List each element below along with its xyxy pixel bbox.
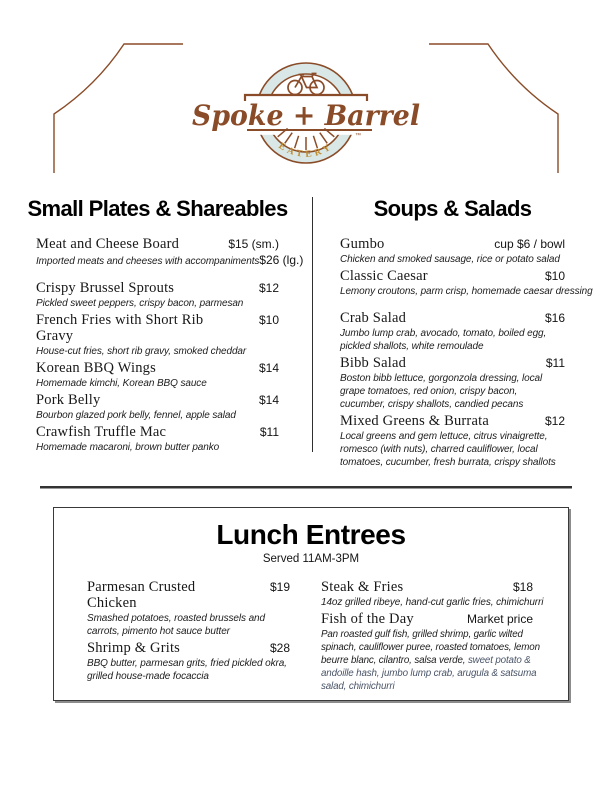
menu-item bbox=[340, 310, 565, 353]
item-price: $12 bbox=[544, 414, 565, 428]
item-price: $28 bbox=[269, 641, 290, 655]
logo-wordmark: Spoke + Barrel bbox=[192, 99, 420, 132]
item-price: $16 bbox=[544, 311, 565, 325]
item-desc: Smashed potatoes, roasted brussels and carrots, pimento hot sauce butter bbox=[87, 613, 265, 637]
item-desc bbox=[321, 628, 557, 693]
item-price: $19 bbox=[269, 580, 290, 594]
item-name: Pork Belly bbox=[36, 392, 101, 408]
item-desc: Imported meats and cheeses with accompaniments bbox=[36, 256, 260, 267]
item-price: $18 bbox=[512, 580, 533, 594]
lunch-subtitle: Served 11AM-3PM bbox=[262, 553, 360, 565]
menu-item bbox=[340, 236, 565, 266]
item-price: $10 bbox=[544, 269, 565, 283]
trademark-symbol: ™ bbox=[355, 133, 361, 139]
column-divider bbox=[312, 197, 313, 452]
item-name: Bibb Salad bbox=[340, 355, 407, 371]
item-desc: BBQ butter, parmesan grits, fried pickled okra, grilled house-made focaccia bbox=[87, 658, 287, 682]
item-desc-accent: sweet potato & andoille hash, jumbo lump crab, arugula & satsuma salad, chimichurri bbox=[321, 655, 537, 692]
item-name: Steak & Fries bbox=[321, 579, 404, 595]
menu-item bbox=[340, 355, 565, 411]
logo-tagline: EATERY bbox=[276, 141, 336, 160]
item-desc: Homemade kimchi, Korean BBQ sauce bbox=[36, 378, 207, 389]
item-name: Parmesan Crusted Chicken bbox=[87, 579, 196, 611]
item-price: $10 bbox=[258, 313, 279, 327]
item-price-2: $26 (lg.) bbox=[259, 253, 304, 267]
item-desc: Boston bibb lettuce, gorgonzola dressing, local grape tomatoes, red onion, crispy bacon, cucumber, crispy shallots, candied pecans bbox=[340, 373, 543, 410]
menu-item bbox=[87, 579, 290, 638]
menu-item bbox=[321, 611, 540, 693]
lunch-title: Lunch Entrees bbox=[216, 519, 406, 550]
item-name: Crab Salad bbox=[340, 310, 407, 326]
section-title: Soups & Salads bbox=[373, 196, 532, 221]
section-small-plates bbox=[27, 196, 304, 456]
menu-item bbox=[36, 392, 279, 422]
item-price: Market price bbox=[466, 612, 533, 626]
item-name: Mixed Greens & Burrata bbox=[340, 413, 489, 429]
menu-item bbox=[321, 579, 544, 609]
item-desc: Pickled sweet peppers, crispy bacon, parmesan bbox=[36, 298, 244, 309]
item-desc: Homemade macaroni, brown butter panko bbox=[36, 442, 220, 453]
item-desc: Bourbon glazed pork belly, fennel, apple salad bbox=[36, 410, 236, 421]
item-name: Meat and Cheese Board bbox=[36, 236, 180, 252]
menu-item bbox=[36, 360, 279, 390]
menu-item bbox=[340, 413, 565, 469]
item-desc: Chicken and smoked sausage, rice or potato salad bbox=[340, 254, 560, 265]
item-name: Crawfish Truffle Mac bbox=[36, 424, 167, 440]
menu-item bbox=[340, 268, 593, 298]
item-name: Classic Caesar bbox=[340, 268, 428, 284]
item-price: $11 bbox=[545, 356, 565, 370]
item-desc: Jumbo lump crab, avocado, tomato, boiled egg, pickled shallots, white remoulade bbox=[340, 328, 547, 352]
item-price: cup $6 / bowl bbox=[494, 237, 565, 251]
menu-item bbox=[36, 236, 304, 268]
section-title: Small Plates & Shareables bbox=[27, 196, 288, 221]
item-price: $11 bbox=[259, 425, 279, 439]
item-desc-main: Pan roasted gulf fish, grilled shrimp, garlic wilted spinach, cauliflower puree, roasted tomatoes, lemon beurre blanc, cilantro, salsa verde, bbox=[321, 629, 540, 666]
section-soups-salads bbox=[340, 196, 593, 471]
item-name: Fish of the Day bbox=[321, 611, 414, 627]
menu-item bbox=[36, 280, 279, 310]
logo bbox=[186, 51, 426, 173]
item-name: Korean BBQ Wings bbox=[36, 360, 156, 376]
lunch-left-column bbox=[87, 579, 290, 685]
item-desc: Local greens and gem lettuce, citrus vinaigrette, romesco (with nuts), charred cauliflower, local tomatoes, cucumber, fresh burrata, crispy shallots bbox=[340, 431, 556, 468]
item-desc: House-cut fries, short rib gravy, smoked cheddar bbox=[36, 346, 247, 357]
item-name: Crispy Brussel Sprouts bbox=[36, 280, 175, 296]
lunch-right-column bbox=[321, 579, 544, 695]
item-price: $12 bbox=[258, 281, 279, 295]
item-price: $14 bbox=[258, 361, 279, 375]
item-name: Shrimp & Grits bbox=[87, 640, 181, 656]
lunch-entrees-box bbox=[53, 507, 569, 701]
menu-item bbox=[36, 312, 279, 358]
item-desc: Lemony croutons, parm crisp, homemade caesar dressing bbox=[340, 286, 593, 297]
item-price: $15 (sm.) bbox=[228, 237, 279, 251]
menu-item bbox=[87, 640, 290, 683]
item-desc: 14oz grilled ribeye, hand-cut garlic fries, chimichurri bbox=[321, 597, 544, 608]
horizontal-rule bbox=[40, 486, 572, 489]
item-name: French Fries with Short Rib Gravy bbox=[36, 312, 204, 344]
item-price: $14 bbox=[258, 393, 279, 407]
item-name: Gumbo bbox=[340, 236, 385, 252]
menu-item bbox=[36, 424, 279, 454]
